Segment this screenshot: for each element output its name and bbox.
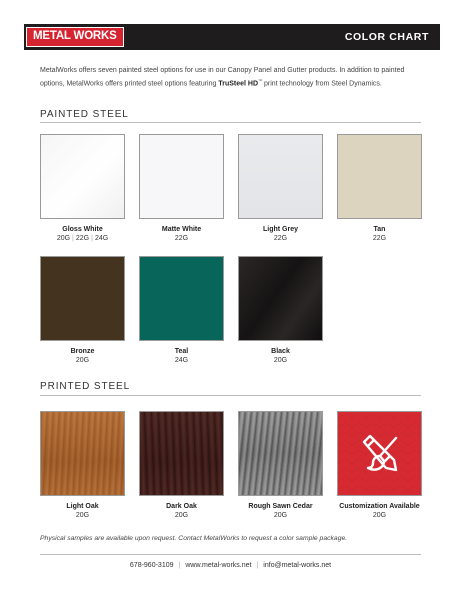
color-chip[interactable] — [139, 411, 224, 496]
swatch-name: Teal — [174, 348, 189, 355]
brand-name: TruSteel HD — [218, 80, 259, 88]
swatch-name: Gloss White — [62, 226, 103, 233]
color-chip[interactable] — [238, 256, 323, 341]
swatch-gauge: 20G — [273, 357, 288, 364]
swatch-gauge: 20G — [174, 512, 189, 519]
section-title-printed-steel: PRINTED STEEL — [40, 381, 131, 392]
pencil-brush-icon — [356, 430, 404, 478]
swatch-name: Tan — [373, 226, 386, 233]
swatch-matte-white[interactable] — [139, 134, 224, 244]
swatch-name: Light Grey — [262, 226, 298, 233]
swatch-gauge: 24G — [174, 357, 189, 364]
swatch-dark-oak[interactable] — [139, 411, 224, 521]
section-divider — [40, 122, 421, 123]
email-link[interactable]: info@metal-works.net — [263, 562, 332, 569]
section-title-painted-steel: PAINTED STEEL — [40, 109, 129, 120]
intro-paragraph: MetalWorks offers seven painted steel options for use in our Canopy Panel and Gutter products. In addition to painted options, MetalWorks offers printed steel options featuring TruSteel HD™ print technology from Steel Dynamics. — [40, 67, 405, 88]
color-chip[interactable] — [40, 134, 125, 219]
swatch-customization-available[interactable] — [337, 411, 422, 521]
swatch-black[interactable] — [238, 256, 323, 366]
color-chip[interactable] — [139, 134, 224, 219]
swatch-gloss-white[interactable] — [40, 134, 125, 244]
swatch-gauge: 20G — [75, 357, 90, 364]
swatch-bronze[interactable] — [40, 256, 125, 366]
swatch-name: Bronze — [70, 348, 95, 355]
color-chip[interactable] — [337, 134, 422, 219]
swatch-name: Dark Oak — [166, 503, 197, 510]
color-chip[interactable] — [40, 411, 125, 496]
color-chip[interactable] — [337, 411, 422, 496]
swatch-name: Matte White — [161, 226, 202, 233]
swatch-name: Customization Available — [339, 503, 420, 510]
footnote: Physical samples are available upon request. Contact MetalWorks to request a color sample package. — [40, 535, 348, 542]
swatch-gauge: 20G — [372, 512, 387, 519]
footer-divider — [40, 554, 421, 555]
header-bar — [24, 24, 440, 50]
swatch-name: Rough Sawn Cedar — [248, 503, 313, 510]
swatch-gauge: 22G — [174, 235, 189, 242]
color-chip[interactable] — [238, 411, 323, 496]
swatch-name: Black — [271, 348, 290, 355]
swatch-gauge: 22G — [372, 235, 387, 242]
swatch-rough-sawn-cedar[interactable] — [238, 411, 323, 521]
color-chip[interactable] — [139, 256, 224, 341]
website-link[interactable]: www.metal-works.net — [185, 562, 252, 569]
phone-link[interactable]: 678-960-3109 — [129, 562, 174, 569]
page-title: COLOR CHART — [344, 31, 429, 43]
swatch-light-grey[interactable] — [238, 134, 323, 244]
metal-works-logo[interactable]: METAL WORKS — [26, 27, 124, 47]
color-chip[interactable] — [238, 134, 323, 219]
swatch-light-oak[interactable] — [40, 411, 125, 521]
swatch-name: Light Oak — [66, 503, 99, 510]
swatch-gauge: 20G | 22G | 24G — [56, 235, 109, 242]
swatch-gauge: 20G — [75, 512, 90, 519]
swatch-teal[interactable] — [139, 256, 224, 366]
swatch-tan[interactable] — [337, 134, 422, 244]
section-divider — [40, 395, 421, 396]
footer-contact: 678-960-3109 | www.metal-works.net | info@metal-works.net — [129, 562, 332, 569]
swatch-gauge: 20G — [273, 512, 288, 519]
swatch-gauge: 22G — [273, 235, 288, 242]
color-chip[interactable] — [40, 256, 125, 341]
